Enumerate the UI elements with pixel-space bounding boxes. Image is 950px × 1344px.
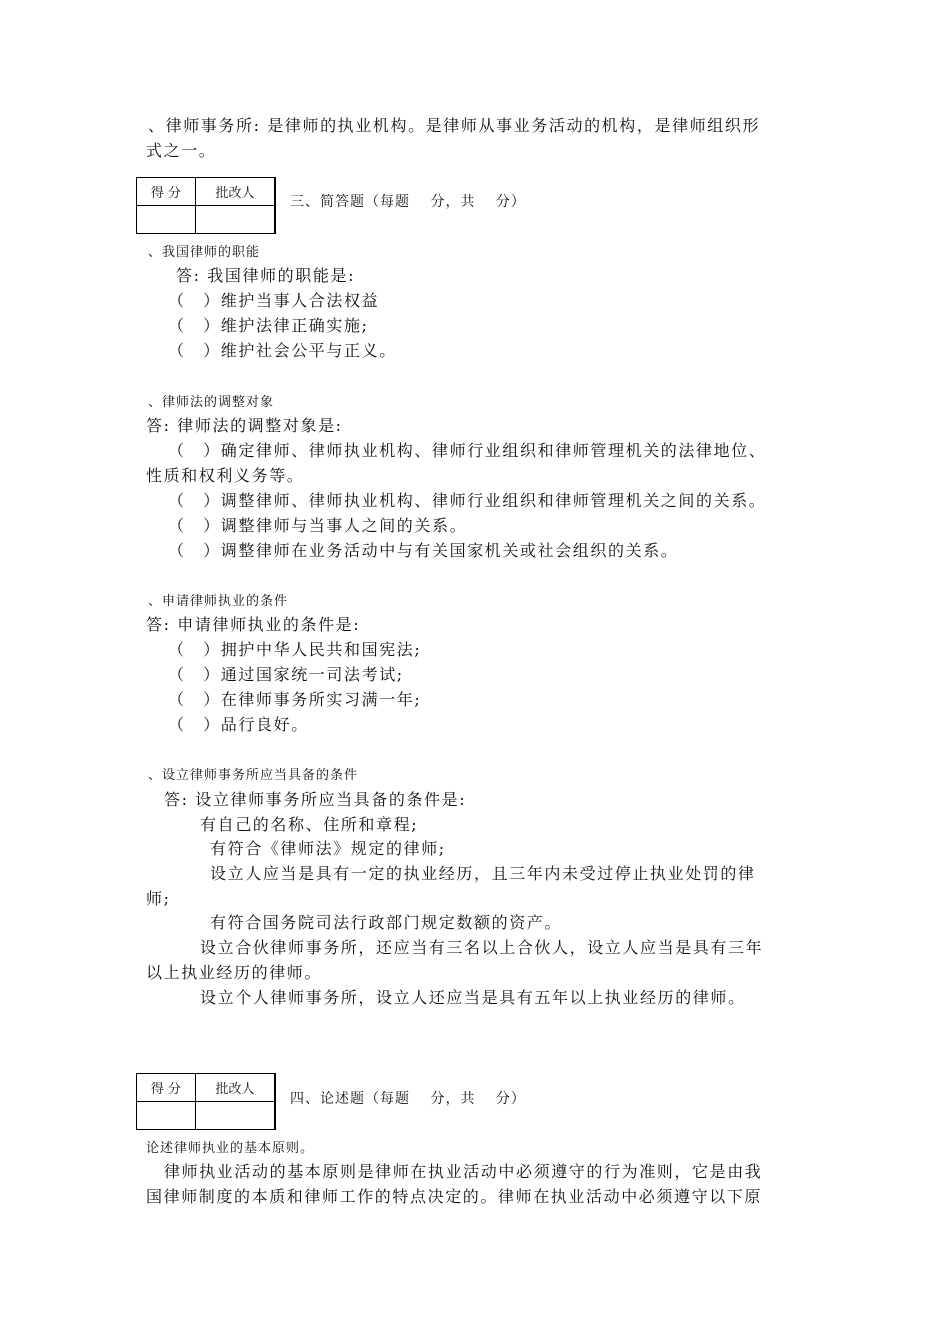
q3-answer-intro: 答: 申请律师执业的条件是: (146, 615, 361, 634)
q2-item-3: （ ）调整律师与当事人之间的关系。 (168, 516, 468, 535)
q3-item-4: （ ）品行良好。 (168, 715, 309, 734)
section-4-line-1: 律师执业活动的基本原则是律师在执业活动中必须遵守的行为准则，它是由我 (164, 1162, 763, 1181)
q1-title: 、我国律师的职能 (148, 245, 261, 260)
q4-item-2: 有符合《律师法》规定的律师; (210, 839, 446, 858)
grader-cell[interactable] (196, 1102, 276, 1130)
q4-answer-intro: 答: 设立律师事务所应当具备的条件是: (164, 790, 467, 809)
q4-item-4: 有符合国务院司法行政部门规定数额的资产。 (210, 913, 563, 932)
q4-item-1: 有自己的名称、住所和章程; (200, 815, 419, 834)
q4-item-5-cont: 以上执业经历的律师。 (146, 963, 323, 982)
section-4-heading: 四、论述题（每题 分，共 分） (290, 1091, 526, 1107)
q1-item-1: （ ）维护当事人合法权益 (168, 291, 380, 310)
q1-item-2: （ ）维护法律正确实施; (168, 316, 369, 335)
score-box-section-3 (136, 177, 276, 234)
q4-item-3-cont: 师; (146, 889, 171, 908)
score-label: 得 分 (137, 1074, 196, 1102)
q4-item-3: 设立人应当是具有一定的执业经历，且三年内未受过停止执业处罚的律 (210, 864, 756, 883)
q4-item-5: 设立合伙律师事务所，还应当有三名以上合伙人，设立人应当是具有三年 (200, 938, 764, 957)
grader-label: 批改人 (196, 178, 276, 206)
score-label: 得 分 (137, 178, 196, 206)
q2-answer-intro: 答: 律师法的调整对象是: (146, 416, 343, 435)
q2-item-4: （ ）调整律师在业务活动中与有关国家机关或社会组织的关系。 (168, 541, 679, 560)
q3-title: 、申请律师执业的条件 (148, 594, 289, 609)
q1-answer-intro: 答: 我国律师的职能是: (176, 266, 356, 285)
q3-item-3: （ ）在律师事务所实习满一年; (168, 690, 422, 709)
score-cell[interactable] (137, 206, 196, 234)
score-box-section-4 (136, 1073, 276, 1130)
q4-item-6: 设立个人律师事务所，设立人还应当是具有五年以上执业经历的律师。 (200, 988, 746, 1007)
q2-title: 、律师法的调整对象 (148, 395, 275, 410)
intro-line-2: 式之一。 (146, 141, 217, 160)
q1-item-3: （ ）维护社会公平与正义。 (168, 341, 397, 360)
intro-line-1: 、律师事务所: 是律师的执业机构。是律师从事业务活动的机构，是律师组织形 (148, 116, 761, 135)
score-cell[interactable] (137, 1102, 196, 1130)
q2-item-1-cont: 性质和权利义务等。 (146, 466, 305, 485)
q4-title: 、设立律师事务所应当具备的条件 (148, 768, 359, 783)
section-3-heading: 三、简答题（每题 分，共 分） (290, 194, 526, 210)
grader-label: 批改人 (196, 1074, 276, 1102)
q2-item-2: （ ）调整律师、律师执业机构、律师行业组织和律师管理机关之间的关系。 (168, 491, 767, 510)
q3-item-2: （ ）通过国家统一司法考试; (168, 665, 404, 684)
section-4-line-2: 国律师制度的本质和律师工作的特点决定的。律师在执业活动中必须遵守以下原 (146, 1187, 763, 1206)
q3-item-1: （ ）拥护中华人民共和国宪法; (168, 640, 422, 659)
grader-cell[interactable] (196, 206, 276, 234)
q2-item-1: （ ）确定律师、律师执业机构、律师行业组织和律师管理机关的法律地位、 (168, 441, 767, 460)
section-4-question: 论述律师执业的基本原则。 (146, 1141, 315, 1156)
